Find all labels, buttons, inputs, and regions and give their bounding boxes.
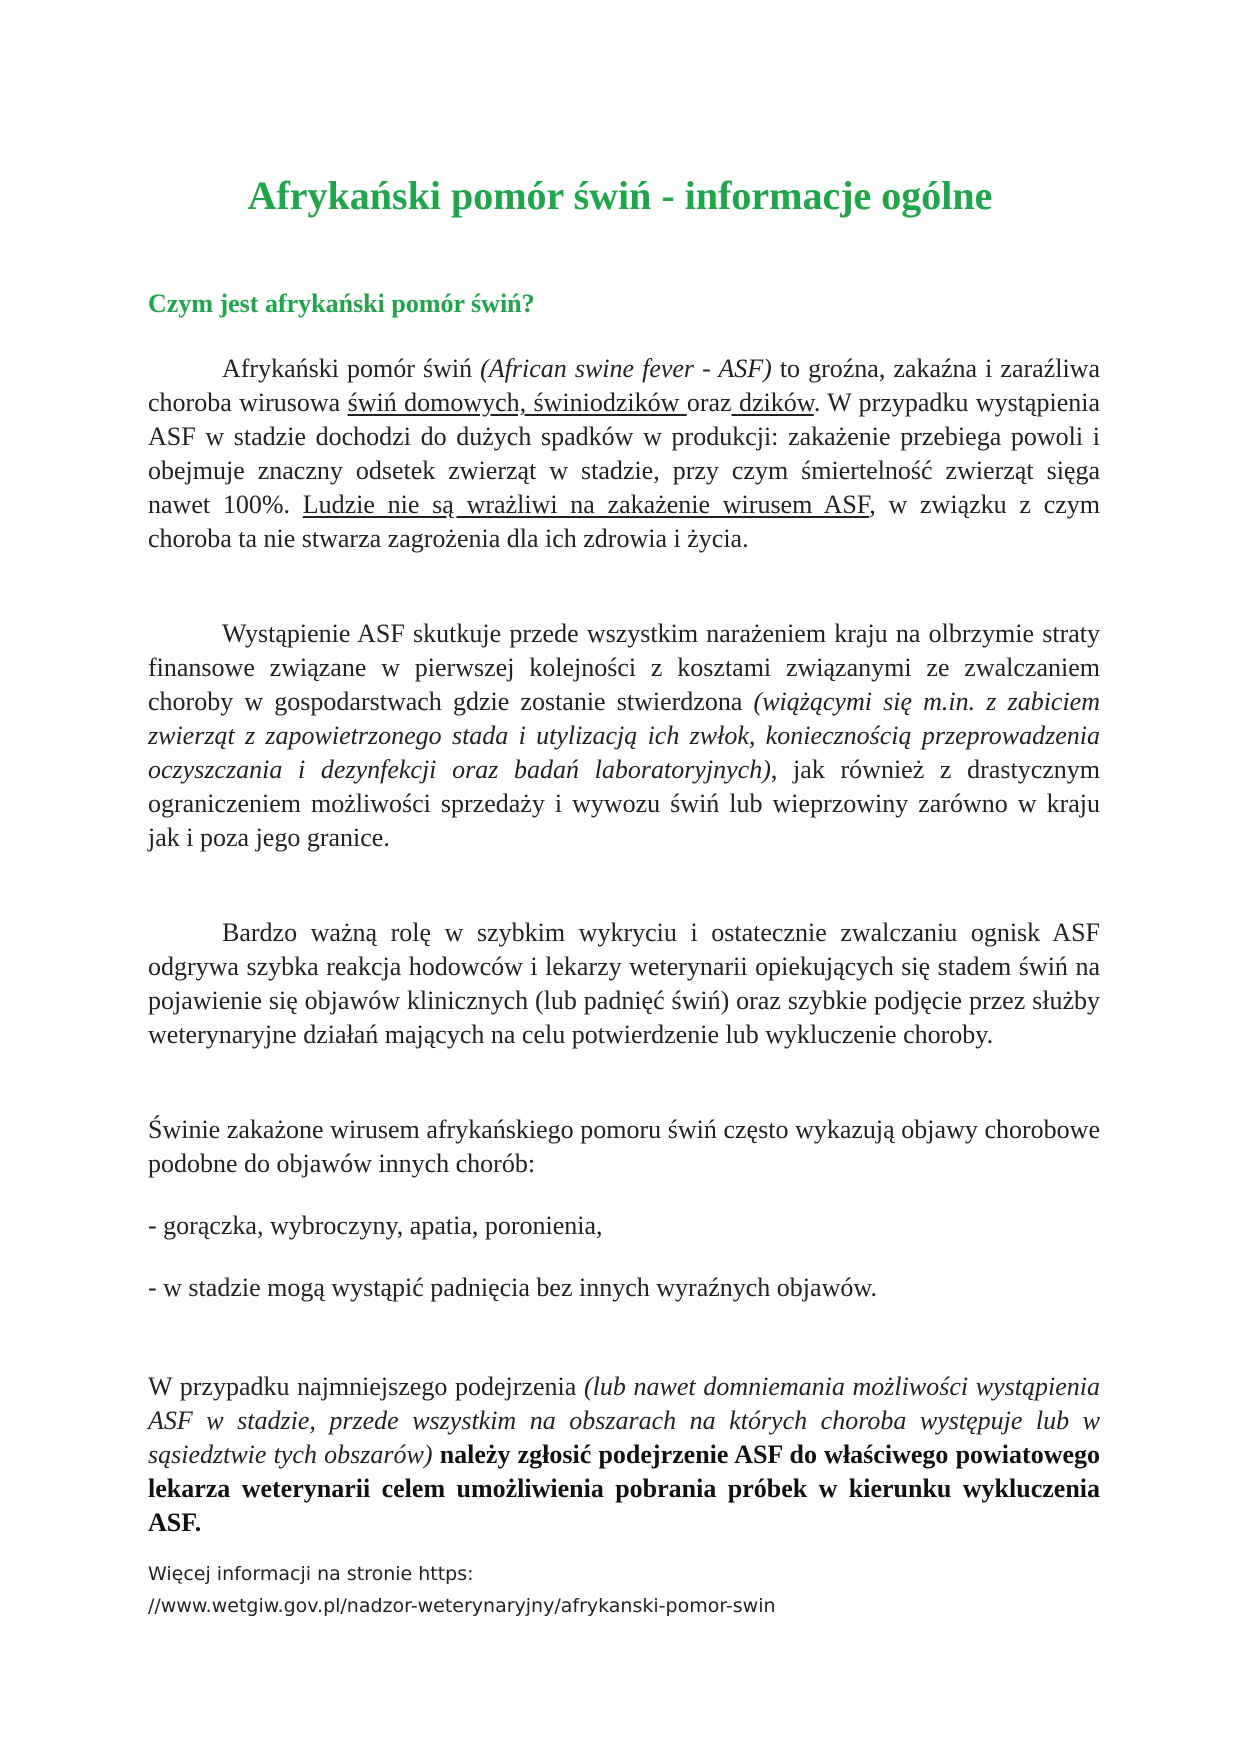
text-span: . W przypadku wystąpienia ASF w stadzie dochodzi do dużych spadków w produkcji: zakażenie przebiega powoli i obejmuje znaczny odsetek zwierząt w stadzie, przy czym śmiertelność zwierząt sięga nawet 100%. (148, 388, 1100, 519)
underlined-span: Ludzie nie są wrażliwi na zakażenie wirusem ASF (302, 490, 870, 519)
italic-span: (wiążącymi się m.in. z zabiciem zwierząt z zapowietrzonego stada i utylizacją ich zwłok, koniecznością przeprowadzenia oczyszczania i dezynfekcji oraz badań laboratoryjnych) (148, 687, 1100, 784)
underlined-span: dzików (731, 388, 814, 417)
text-span: , w związku z czym choroba ta nie stwarza zagrożenia dla ich zdrowia i życia. (148, 490, 1100, 553)
footer-line: Więcej informacji na stronie https: (148, 1563, 474, 1585)
paragraph-definition (148, 352, 1100, 556)
bold-span: należy zgłosić podejrzenie ASF do właściwego powiatowego lekarza weterynarii celem umożliwienia pobrania próbek w kierunku wykluczenia ASF. (148, 1440, 1101, 1537)
text-span: oraz (686, 388, 732, 417)
italic-span: (lub nawet domniemania możliwości wystąpienia ASF w stadzie, przede wszystkim na obszarach na których choroba występuje lub w sąsiedztwie tych obszarów) (148, 1372, 1100, 1469)
symptom-item-1: - gorączka, wybroczyny, apatia, poronienia, (148, 1211, 603, 1240)
paragraph-consequences (148, 617, 1100, 855)
text-span: Wystąpienie ASF skutkuje przede wszystkim narażeniem kraju na olbrzymie straty finansowe związane w pierwszej kolejności z kosztami związanymi ze zwalczaniem choroby w gospodarstwach gdzie zostanie stwierdzona (148, 619, 1100, 716)
underlined-span: świń domowych, świniodzików (347, 388, 687, 417)
footer-info (148, 1558, 1100, 1622)
text-span (432, 1440, 439, 1469)
section-heading: Czym jest afrykański pomór świń? (148, 289, 535, 318)
paragraph-symptoms-intro: Świnie zakażone wirusem afrykańskiego pomoru świń często wykazują objawy chorobowe podobne do objawów innych chorób: (148, 1115, 1100, 1178)
page-title: Afrykański pomór świń - informacje ogólne (247, 173, 993, 218)
italic-span: (African swine fever - ASF) (480, 354, 772, 383)
text-span: , jak również z drastycznym ograniczeniem możliwości sprzedaży i wywozu świń lub wieprzowiny zarówno w kraju jak i poza jego granice. (148, 755, 1100, 852)
paragraph-reaction: Bardzo ważną rolę w szybkim wykryciu i ostatecznie zwalczaniu ognisk ASF odgrywa szybka reakcja hodowców i lekarzy weterynarii opiekujących się stadem świń na pojawienie się objawów klinicznych (lub padnięć świń) oraz szybkie podjęcie przez służby weterynaryjne działań mających na celu potwierdzenie lub wykluczenie choroby. (148, 918, 1100, 1049)
text-span: to groźna, zakaźna i zaraźliwa choroba wirusowa (148, 354, 1100, 417)
footer-link[interactable]: //www.wetgiw.gov.pl/nadzor-weterynaryjny/afrykanski-pomor-swin (148, 1595, 776, 1617)
paragraph-reporting (148, 1370, 1100, 1540)
text-span: Afrykański pomór świń (222, 354, 481, 383)
text-span: W przypadku najmniejszego podejrzenia (148, 1372, 584, 1401)
symptom-item-2: - w stadzie mogą wystąpić padnięcia bez innych wyraźnych objawów. (148, 1273, 877, 1302)
